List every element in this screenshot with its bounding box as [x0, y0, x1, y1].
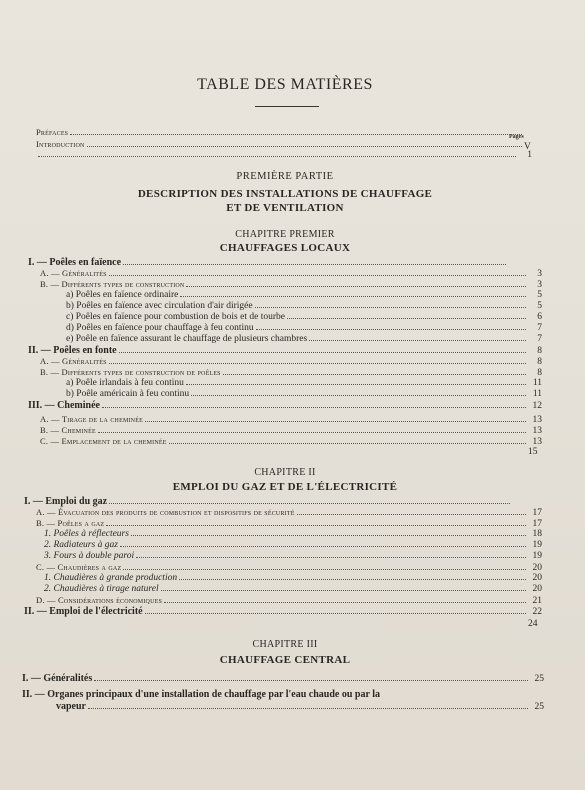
toc-entry-label: d) Poêles en faïence pour chauffage à feu continu: [66, 323, 254, 333]
toc-entry: [44, 529, 542, 540]
toc-entry-label: Introduction: [36, 139, 85, 149]
leader-dots: [179, 578, 526, 580]
leader-dots: [287, 317, 526, 319]
toc-entry-label: A. — Tirage de la cheminée: [40, 414, 143, 424]
leader-dots: [94, 679, 528, 681]
toc-page-number: 19: [532, 551, 542, 561]
toc-entry-label: B. — Différents types de construction: [40, 279, 185, 289]
toc-entry-label: c) Poêles en faïence pour combustion de bois et de tourbe: [66, 312, 285, 322]
toc-page-number: V: [524, 142, 531, 152]
toc-page-number: 5: [537, 301, 542, 311]
leader-dots: [256, 328, 526, 330]
leader-dots: [169, 442, 526, 444]
toc-page-number: 24: [528, 619, 538, 629]
toc-page-number: 8: [537, 346, 542, 356]
toc-entry-introduction: [36, 139, 524, 150]
toc-page-number: 11: [532, 378, 542, 388]
toc-entry-label: C. — Emplacement de la cheminée: [40, 436, 167, 446]
leader-dots: [309, 339, 526, 341]
leader-dots: [119, 351, 526, 353]
toc-entry-label: A. — Généralités: [40, 268, 107, 278]
leader-dots: [164, 601, 526, 603]
toc-page-number: 20: [532, 573, 542, 583]
toc-entry-label-line1: II. — Organes principaux d'une installation de chauffage par l'eau chaude ou par la: [22, 689, 381, 700]
toc-page-number: 7: [537, 323, 542, 333]
page-title: TABLE DES MATIÈRES: [197, 76, 373, 93]
leader-dots: [297, 513, 526, 515]
toc-page-number: 22: [532, 607, 542, 617]
toc-page-number: 20: [532, 563, 542, 573]
toc-page-number: 1: [527, 150, 532, 160]
toc-page-number: 17: [532, 519, 542, 529]
toc-entry: [22, 673, 544, 685]
toc-entry: [40, 436, 542, 448]
toc-page-number: 25: [534, 674, 544, 684]
toc-entry-prefaces: [36, 127, 524, 138]
toc-page-number: 3: [537, 280, 542, 290]
toc-page-number: 8: [537, 357, 542, 367]
leader-dots: [88, 707, 528, 709]
leader-dots: [145, 420, 526, 422]
toc-entry-label: b) Poêle américain à feu continu: [66, 389, 190, 399]
toc-page-number: 15: [528, 447, 538, 457]
part-title-line2: ET DE VENTILATION: [226, 202, 344, 214]
toc-page-number: 21: [532, 596, 542, 606]
chapter-label: CHAPITRE II: [254, 467, 316, 478]
leader-dots: [102, 406, 526, 408]
toc-entry-label: II. — Poêles en fonte: [28, 345, 117, 356]
toc-page-number: 25: [534, 702, 544, 712]
toc-entry-label: e) Poêle en faïence assurant le chauffage de plusieurs chambres: [66, 334, 308, 344]
title-rule: [255, 106, 319, 107]
toc-entry: [28, 400, 542, 412]
toc-entry-label: 1. Poêles à réflecteurs: [44, 529, 129, 539]
leader-dots: [136, 556, 526, 558]
toc-entry-label: a) Poêles en faïence ordinaire: [66, 290, 179, 300]
toc-page-number: 3: [537, 269, 542, 279]
leader-dots: [98, 431, 526, 433]
toc-entry: [66, 323, 542, 334]
toc-entry-label: C. — Chaudières a gaz: [36, 562, 122, 572]
toc-entry-label: A. — Généralités: [40, 356, 107, 366]
toc-page-number: 20: [532, 584, 542, 594]
part-label: PREMIÈRE PARTIE: [236, 171, 334, 182]
toc-entry-label: B. — Différents types de construction de poêles: [40, 367, 221, 377]
toc-page-number: 6: [537, 312, 542, 322]
toc-entry-label: Préfaces: [36, 127, 69, 137]
toc-entry-label: 2. Chaudières à tirage naturel: [44, 584, 159, 594]
toc-page-number: 12: [532, 401, 542, 411]
toc-entry: [66, 290, 542, 301]
toc-entry-label: I. — Emploi du gaz: [24, 496, 108, 507]
toc-entry: [66, 378, 542, 389]
toc-entry-label: B. — Cheminée: [40, 425, 96, 435]
leader-dots: [180, 295, 526, 297]
toc-entry: [24, 496, 512, 507]
toc-page-number: 13: [532, 437, 542, 447]
toc-entry: [24, 606, 542, 618]
leader-dots: [109, 274, 526, 276]
leader-dots: [123, 568, 526, 570]
leader-dots: [120, 545, 526, 547]
toc-page-number: 8: [537, 368, 542, 378]
toc-entry-label: 3. Fours à double paroi: [44, 551, 135, 561]
toc-entry-label: II. — Emploi de l'électricité: [24, 606, 143, 617]
toc-entry-label: I. — Généralités: [22, 673, 93, 684]
chapter-title: CHAUFFAGES LOCAUX: [219, 242, 351, 254]
toc-entry: [44, 551, 542, 562]
toc-page-number: 5: [537, 290, 542, 300]
leader-dots: [191, 394, 526, 396]
leader-dots: [70, 133, 522, 135]
leader-dots: [131, 534, 526, 536]
toc-page-number: 13: [532, 426, 542, 436]
toc-page-number: 19: [532, 540, 542, 550]
leader-dots: [145, 612, 526, 614]
toc-entry-label: III. — Cheminée: [28, 400, 100, 411]
leader-dots: [106, 524, 526, 526]
toc-page-number: 11: [532, 389, 542, 399]
toc-page-number: 18: [532, 529, 542, 539]
toc-page-number: 13: [532, 415, 542, 425]
leader-dots: [109, 502, 510, 504]
toc-page-number: 7: [537, 334, 542, 344]
leader-dots: [186, 383, 526, 385]
leader-dots: [186, 285, 526, 287]
toc-entry-label: B. — Poêles a gaz: [36, 518, 105, 528]
toc-entry-label-line2: vapeur: [56, 701, 86, 712]
leader-dots: [255, 306, 526, 308]
toc-entry-label: 1. Chaudières à grande production: [44, 573, 178, 583]
leader-dots: [161, 589, 526, 591]
toc-entry-label: b) Poêles en faïence avec circulation d'air dirigée: [66, 301, 253, 311]
toc-entry: [44, 584, 542, 595]
chapter-title: CHAUFFAGE CENTRAL: [219, 654, 351, 666]
leader-dots: [87, 145, 522, 147]
toc-entry-label: D. — Considérations économiques: [36, 595, 163, 605]
chapter-title: EMPLOI DU GAZ ET DE L'ÉLECTRICITÉ: [172, 481, 398, 493]
leader-dots: [223, 373, 526, 375]
toc-entry-label: a) Poêle irlandais à feu continu: [66, 378, 184, 388]
toc-entry-label: I. — Poêles en faïence: [28, 257, 122, 268]
leader-dots: [123, 263, 506, 265]
toc-entry: [44, 540, 542, 551]
toc-entry: [66, 301, 542, 312]
toc-entry-filler: [36, 150, 532, 161]
toc-entry: [56, 701, 544, 713]
part-title-line1: DESCRIPTION DES INSTALLATIONS DE CHAUFFAGE: [137, 188, 433, 200]
toc-entry: [66, 334, 542, 345]
toc-entry: [28, 257, 508, 268]
toc-entry-label: 2. Radiateurs à gaz: [44, 540, 118, 550]
pages-column-label: Pages: [509, 134, 524, 140]
leader-dots: [38, 155, 516, 157]
toc-entry: [44, 573, 542, 584]
toc-entry: [66, 312, 542, 323]
toc-entry: [66, 389, 542, 400]
leader-dots: [109, 362, 526, 364]
chapter-label: CHAPITRE III: [252, 639, 318, 650]
toc-page-number: 17: [532, 508, 542, 518]
toc-entry-label: A. — Évacuation des produits de combustion et dispositifs de sécurité: [36, 507, 295, 517]
chapter-label: CHAPITRE PREMIER: [235, 229, 335, 240]
